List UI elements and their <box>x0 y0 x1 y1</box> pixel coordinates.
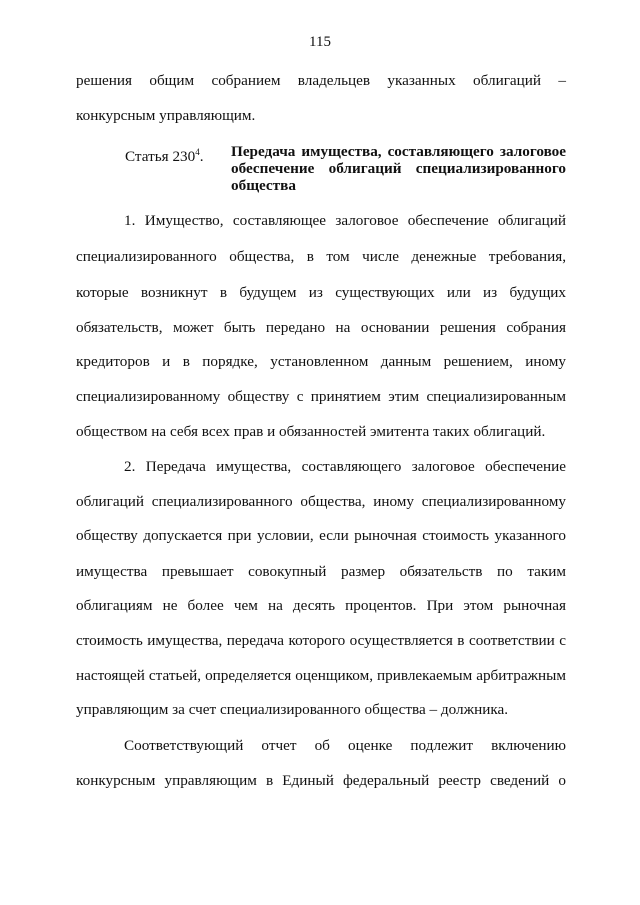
article-label-suffix: . <box>199 148 204 165</box>
article-title-line-3: общества <box>231 177 296 194</box>
paragraph-1-line-3: которые возникнут в будущем из существующих или из будущих <box>76 284 566 301</box>
paragraph-1-line-5: кредиторов и в порядке, установленном данным решением, иному <box>76 353 566 370</box>
paragraph-2-line-8: управляющим за счет специализированного общества – должника. <box>76 701 509 718</box>
paragraph-3-line-2: конкурсным управляющим в Единый федеральный реестр сведений о <box>76 772 566 789</box>
paragraph-1-line-6: специализированному обществу с принятием этим специализированным <box>76 388 566 405</box>
paragraph-2-line-2: облигаций специализированного общества, иному специализированному <box>76 493 566 510</box>
paragraph-2-line-5: облигациям не более чем на десять процентов. При этом рыночная <box>76 597 566 614</box>
paragraph-2-line-3: обществу допускается при условии, если рыночная стоимость указанного <box>76 527 566 544</box>
article-label-text: Статья 230 <box>125 148 196 165</box>
intro-line-2: конкурсным управляющим. <box>76 107 256 124</box>
intro-line-1: решения общим собранием владельцев указанных облигаций – <box>76 72 566 89</box>
paragraph-1-line-4: обязательств, может быть передано на основании решения собрания <box>76 319 566 336</box>
article-label <box>125 143 204 166</box>
paragraph-2-line-1: 2. Передача имущества, составляющего залоговое обеспечение <box>124 458 566 475</box>
article-title-line-1: Передача имущества, составляющего залоговое <box>231 143 566 160</box>
paragraph-1-line-7: обществом на себя всех прав и обязанностей эмитента таких облигаций. <box>76 423 546 440</box>
article-label-superscript: 4 <box>195 147 200 157</box>
paragraph-1-line-2: специализированного общества, в том числе денежные требования, <box>76 248 566 265</box>
paragraph-1-line-1: 1. Имущество, составляющее залоговое обеспечение облигаций <box>124 212 566 229</box>
paragraph-2-line-7: настоящей статьей, определяется оценщиком, привлекаемым арбитражным <box>76 667 566 684</box>
paragraph-2-line-4: имущества превышает совокупный размер обязательств по таким <box>76 563 566 580</box>
paragraph-2-line-6: стоимость имущества, передача которого осуществляется в соответствии с <box>76 632 566 649</box>
article-title-line-2: обеспечение облигаций специализированного <box>231 160 566 177</box>
paragraph-3-line-1: Соответствующий отчет об оценке подлежит включению <box>124 737 566 754</box>
page-number: 115 <box>309 34 331 50</box>
